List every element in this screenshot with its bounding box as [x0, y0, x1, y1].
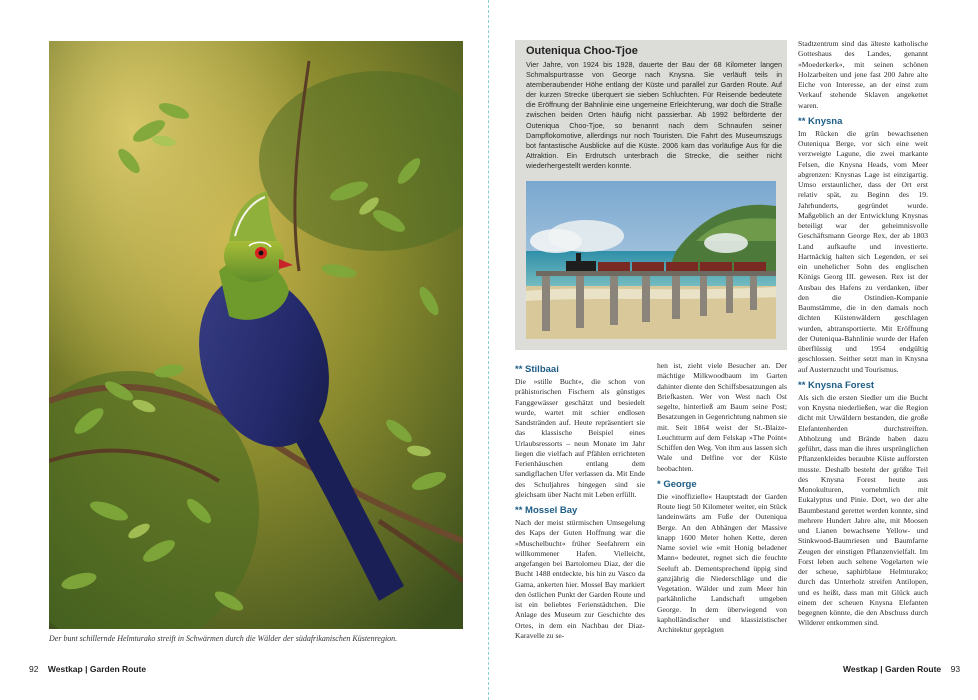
heading-knysna-forest: [798, 380, 928, 392]
text-mossel-bay-continued: hen ist, zieht viele Besucher an. Der mächtige Milkwoodbaum im Garten dahinter diente den Schiffsbesatzungen als Briefkasten. Wer von West nach Ost segelte, hinterließ am Baum seine Post; Besatzungen in Gegenrichtung nahmen sie mit. Seit 1864 weist der St.-Blaize-Leuchtturm auf dem Felskap »The Point« Schiffen den Weg. Von ihm aus lassen sich Wale und Delfine vor der Küste beobachten.: [657, 361, 788, 473]
rating-stars: *: [657, 478, 661, 490]
turaco-photo: [49, 41, 463, 629]
heading-george: [657, 479, 787, 491]
heading-text: Knysna: [808, 115, 843, 127]
running-head-separator: |: [880, 664, 883, 674]
photo-caption: Der bunt schillernde Helmturako streift in Schwärmen durch die Wälder der südafrikanischen Küstenregion.: [49, 634, 398, 643]
page-number: 93: [950, 664, 961, 674]
text-knysna-forest: Als sich die ersten Siedler um die Bucht von Knysna niederließen, war die Region dicht mit Urwäldern bestanden, die große Elefantenherden durchstreiften. Abholzung und Brände haben dazu geführt, dass man die ihres ursprünglichen Pflanzenkleides beraubte Küste aufforsten musste. Deshalb besteht der größte Teil des Knysna Forest heute aus Monokulturen, vornehmlich mit Eukalyptus und Pinie. Dort, wo der alte Baumbestand gerettet werden konnte, sind mehrere Hundert Jahre alte, mit Moosen und Lianen bewachsene Yellow- und Stinkwood-Baumriesen und Baumfarne Zeugen der einstigen Pflanzenvielfalt. Im Forst leben auch seltene Vogelarten wie der scheue, saphirblaue Helmturako; durch das Unterholz streifen Antilopen, und es heißt, dass man mit Glück auch einem der scheuen Knysna Elefanten begegnen könnte, die den Abschuss durch Wilderer entkommen sind.: [798, 392, 928, 628]
box-text: Vier Jahre, von 1924 bis 1928, dauerte der Bau der 68 Kilometer langen Schmalspurtrasse von George nach Knysna. Sie verläuft teils in atemberaubender Höhe entlang der Küste und parallel zur Garden Route. Auf der kurzen Strecke überquert sie sieben Schluchten. Für Reisende bedeutete die Eröffnung der Bahnlinie eine ungemeine Erleichterung, war doch die Straße zwischen beiden Orten häufig nicht passierbar. Ab 1992 beförderte der Outeniqua Choo-Tjoe, so benannt nach dem Schnaufen seiner Dampflokomotive, allerdings nur noch Touristen. Die Fahrt des Museumszugs bot fantastische Ausblicke auf die Küste. 2006 kam das vorläufige Aus für die Attraktion. Ein Erdrutsch unterbrach die Strecke, die seither nicht wiederhergestellt werden konnte.: [526, 60, 782, 170]
heading-text: Stilbaai: [525, 364, 559, 375]
box-title: Outeniqua Choo-Tjoe: [526, 45, 638, 57]
heading-knysna: [798, 116, 928, 128]
rating-stars: **: [515, 364, 523, 375]
text-george: Die »inoffizielle« Hauptstadt der Garden Route liegt 50 Kilometer weiter, ein Stück landeinwärts am Fuße der Outeniqua Berge. An den Abhängen der Massive knapp 1600 Meter hohen Kette, deren Name soviel wie »mit Honig beladener Mann« bedeutet, regnet sich die feuchte Seeluft ab. Dementsprechend üppig sind ganzjährig die Niederschläge und die Vegetation. Wälder und zum Meer hin parkähnliche Landschaft umgeben George. In dem überwiegend von kapholländischer und klassizistischer Architektur geprägten: [657, 491, 787, 634]
text-knysna: Im Rücken die grün bewachsenen Outeniqua Berge, vor sich eine weit verzweigte Lagune, die zwei markante Felsen, die Knysna Heads, vom Meer abgrenzen: Knysnas Lage ist einzigartig. Umso erstaunlicher, dass der Ort erst relativ spät, zu Beginn des 19. Jahrhunderts, gegründet wurde. Maßgeblich an der Entwicklung Knysnas beteiligt war der geheimnisvolle Geschäftsmann George Rex, der ab 1803 Land aufkaufte und investierte. Hartnäckig halten sich Legenden, er sei ein unehelicher Sohn des englischen Königs Georg III. gewesen. Rex ist der Ausbau des Hafens zu verdanken, über den die Ostindien-Kompanie Baumstämme, die in den damals noch dichten Küstenwäldern geschlagen wurden, abtransportierte. Mit Eröffnung der Outeniqua-Bahnlinie wurde der Hafen überflüssig und 1954 endgültig geschlossen. Seither setzt man in Knysna auf Austernzucht und Tourismus.: [798, 128, 928, 374]
running-head-chapter: Garden Route: [89, 664, 147, 674]
column-2: [657, 361, 787, 635]
running-head-chapter: Garden Route: [884, 664, 942, 674]
heading-text: Mossel Bay: [525, 505, 578, 516]
text-mossel-bay: Nach der meist stürmischen Umsegelung des Kaps der Guten Hoffnung war die »Muschelbucht« früher Seefahrern ein willkommener Hafen. Vielleicht, angefangen bei Bartolomeu Diaz, der die Bucht 1488 entdeckte, bis hin zu Vasco da Gama, ankerten hier. Mossel Bay markiert den östlichen Punkt der Garden Route und ist ein beliebtes Ferienstädtchen. Die Anlage des Museum zur Geschichte des Ortes, in dem ein Nachbau der Diaz-Karavelle zu se-: [515, 518, 645, 640]
left-folio: [29, 664, 146, 674]
rating-stars: **: [515, 505, 523, 516]
heading-mossel-bay: [515, 505, 645, 517]
running-head-section: Westkap: [843, 664, 878, 674]
running-head-section: Westkap: [47, 664, 83, 674]
heading-text: Knysna Forest: [808, 379, 875, 391]
train-photo: [526, 181, 776, 339]
column-1: [515, 361, 645, 641]
rating-stars: **: [798, 115, 806, 127]
rating-stars: **: [798, 379, 806, 391]
running-head-separator: |: [85, 664, 88, 674]
right-folio: [843, 664, 960, 674]
column-3: [798, 39, 928, 629]
text-stilbaai: Die »stille Bucht«, die schon von prähistorischen Fischern als günstiges Fanggewässer geschätzt und besiedelt wurde, wartet mit schier endlosen Sandstränden auf. Heute repräsentiert sie das klassische Beispiel eines Urlaubsressorts – neun Monate im Jahr liegen die vielfach auf Pfählen errichteten Ferienhäuschen entlang dem sandigflachen Ufer verlassen da. Mit Ende des Schuljahres hingegen sind sie gleichsam über Nacht mit Leben erfüllt.: [515, 377, 645, 499]
heading-stilbaai: [515, 364, 645, 376]
heading-text: George: [663, 478, 697, 490]
info-box-outeniqua: [515, 40, 787, 350]
text-george-continued: Stadtzentrum sind das älteste katholische Gotteshaus des Landes, genannt »Moederkerk«, mit seinen schönen Holzarbeiten und jene fast 200 Jahre alte Eiche von Interesse, an der einst zum Verkauf stehende Sklaven angekettet waren.: [798, 39, 928, 110]
page-number: 92: [29, 664, 39, 674]
